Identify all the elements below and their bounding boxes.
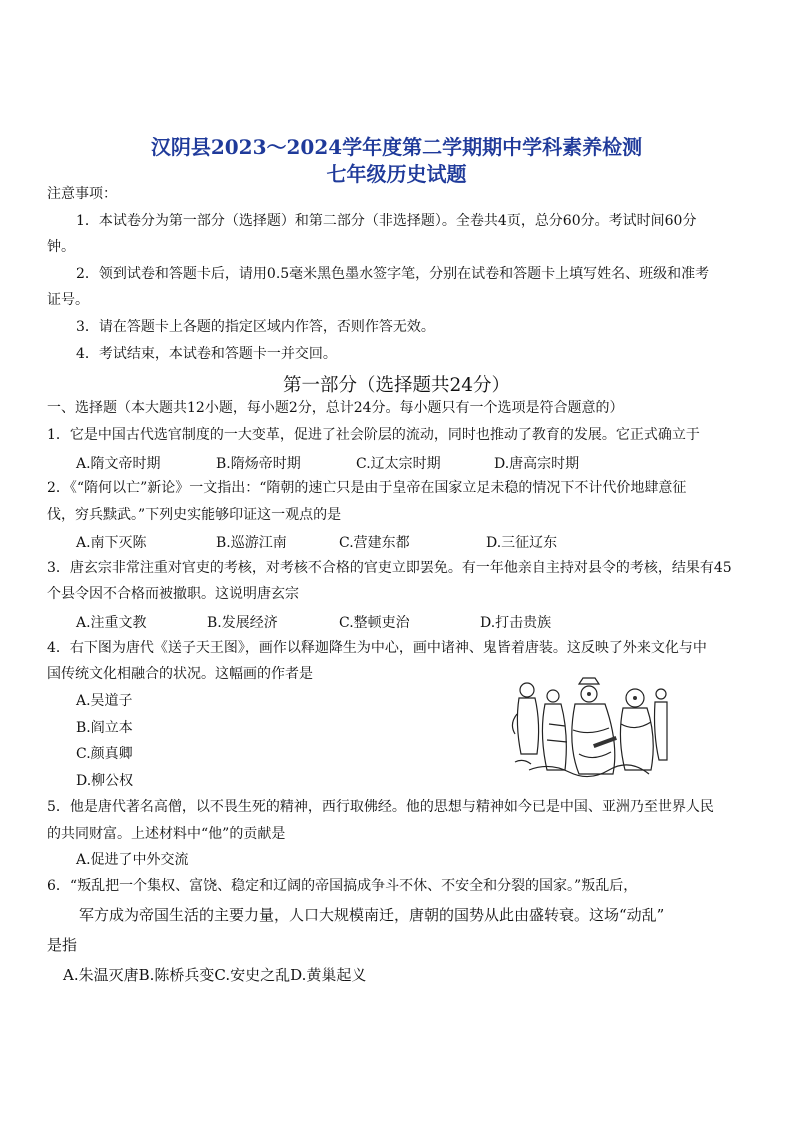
note-2-line-1: 2．领到试卷和答题卡后，请用0.5毫米黑色墨水签字笔，分别在试卷和答题卡上填写姓名、班级和准考 [76,266,710,282]
q3-option-b[interactable]: B.发展经济 [207,615,278,631]
question-6-stem-line-1: 6．“叛乱把一个集权、富饶、稳定和辽阔的帝国搞成争斗不休、不安全和分裂的国家。”叛乱后， [47,878,638,894]
note-3: 3．请在答题卡上各题的指定区域内作答，否则作答无效。 [76,319,435,335]
note-2-line-2: 证号。 [47,292,89,308]
q3-option-d[interactable]: D.打击贵族 [480,615,552,631]
question-4-stem-line-1: 4．右下图为唐代《送子天王图》，画作以释迦降生为中心，画中诸神、鬼皆着唐装。这反映了外来文化与中 [47,640,707,656]
q4-option-c[interactable]: C.颜真卿 [76,746,133,762]
q1-option-a[interactable]: A.隋文帝时期 [76,456,161,472]
q2-option-c[interactable]: C.营建东都 [339,535,410,551]
question-5-stem-line-1: 5．他是唐代著名高僧，以不畏生死的精神，西行取佛经。他的思想与精神如今已是中国、亚洲乃至世界人民 [47,799,714,815]
q2-option-b[interactable]: B.巡游江南 [216,535,287,551]
q1-option-c[interactable]: C.辽太宗时期 [356,456,441,472]
question-1-stem: 1．它是中国古代选官制度的一大变革，促进了社会阶层的流动，同时也推动了教育的发展。它正式确立于 [47,427,700,443]
q3-option-a[interactable]: A.注重文教 [76,615,147,631]
question-3-stem-line-2: 个县令因不合格而被撤职。这说明唐玄宗 [47,586,299,602]
exam-title: 汉阴县2023～2024学年度第二学期期中学科素养检测 [150,135,643,159]
note-4: 4．考试结束，本试卷和答题卡一并交回。 [76,346,337,362]
section-intro: 一、选择题（本大题共12小题，每小题2分，总计24分。每小题只有一个选项是符合题意的） [47,400,624,416]
notes-heading: 注意事项： [47,186,117,202]
exam-subtitle: 七年级历史试题 [326,162,467,186]
q1-option-b[interactable]: B.隋炀帝时期 [216,456,301,472]
q4-option-a[interactable]: A.吴道子 [76,693,133,709]
note-1-line-2: 钟。 [47,239,75,255]
q2-option-d[interactable]: D.三征辽东 [486,535,558,551]
question-6-options[interactable]: A.朱温灭唐B.陈桥兵变C.安史之乱D.黄巢起义 [63,966,367,984]
q4-option-b[interactable]: B.阎立本 [76,720,133,736]
q1-option-d[interactable]: D.唐高宗时期 [494,456,580,472]
q5-option-a[interactable]: A.促进了中外交流 [76,852,189,868]
note-1-line-1: 1．本试卷分为第一部分（选择题）和第二部分（非选择题）。全卷共4页，总分60分。考试时间60分 [76,213,697,229]
painting-image [509,674,669,778]
question-3-stem-line-1: 3．唐玄宗非常注重对官吏的考核，对考核不合格的官吏立即罢免。有一年他亲自主持对县令的考核，结果有45 [47,560,732,576]
q4-option-d[interactable]: D.柳公权 [76,773,134,789]
question-2-stem-line-2: 伐，穷兵黩武。”下列史实能够印证这一观点的是 [47,507,342,523]
q3-option-c[interactable]: C.整顿吏治 [339,615,410,631]
question-5-stem-line-2: 的共同财富。上述材料中“他”的贡献是 [47,826,286,842]
section-title: 第一部分（选择题共24分） [282,375,511,396]
question-4-stem-line-2: 国传统文化相融合的状况。这幅画的作者是 [47,666,313,682]
question-6-stem-line-2: 军方成为帝国生活的主要力量，人口大规模南迁，唐朝的国势从此由盛转衰。这场“动乱” [79,906,665,924]
question-6-stem-line-3: 是指 [47,936,78,954]
question-2-stem-line-1: 2．《“隋何以亡”新论》一文指出：“隋朝的速亡只是由于皇帝在国家立足未稳的情况下不计代价地肆意征 [47,480,687,496]
q2-option-a[interactable]: A.南下灭陈 [76,535,147,551]
